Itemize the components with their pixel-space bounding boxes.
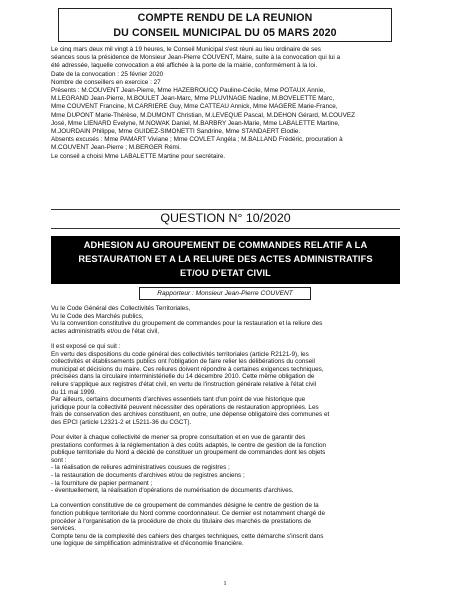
objective-line: sont : [51,456,67,464]
question-rule-top [51,209,400,210]
convention-line: La convention constitutive de ce groupement de commandes désigne le centre de gestion de la [51,502,319,510]
question-rule-bottom [51,228,400,229]
objective-list-item: - la restauration de documents d'archives et/ou de registres anciens ; [51,472,245,480]
expose-line: collectivités et établissements publics ont l'obligation de faire relier les délibérations du conseil [51,358,315,366]
attendees-line: José, Mme LIENARD Evelyne, M.NOWAK Daniel, M.BARBRY Jean-Marie, Mme LABALETTE Martine, [51,119,340,127]
councillor-count: Nombre de conseillers en exercice : 27 [51,78,161,86]
expose-line: précisées dans la circulaire interministérielle du 14 décembre 2010. Cette même obligation de [51,373,315,381]
secretary-line: Le conseil a choisi Mme LABALETTE Martine pour secrétaire. [51,152,226,160]
intro-line: séances sous la présidence de Monsieur Jean-Pierre COUVENT, Maire, suite à la convocation qui lui a [51,54,341,62]
paragraph-gap [51,495,400,503]
attendees-line: M.LEGRAND Jean-Pierre, M.BOULET Jean-Marc, Mme PLUVINAGE Nadine, M.BOVELETTE Marc, [51,95,334,103]
legal-reference: Vu le Code des Marchés publics, [51,312,144,320]
subject-line-3: ET/OU D'ETAT CIVIL [180,268,271,278]
legal-reference: actes administratifs et/ou de l'état civil, [51,327,160,335]
objective-list-item: - la fourniture de papier permanent ; [51,479,153,487]
report-title-box [58,8,392,42]
expose-line: Il est exposé ce qui suit : [51,342,121,350]
attendees-line: Mme DUPONT Marie-Thérèse, M.DUMONT Christian, M.LEVEQUE Pascal, M.DEHON Gérard, M.COUVEZ [51,111,355,119]
convention-line: fonction publique territoriale du Nord comme coordonnateur. Ce dernier est notamment chargé de [51,510,325,518]
intro-line: été adressée, laquelle convocation a été affichée à la porte de la mairie, conformément à la loi. [51,62,318,70]
legal-reference: Vu la convention constitutive du groupement de commandes pour la restauration et la reliure des [51,320,323,328]
attendees-line: M.JOURDAIN Philippe, Mme GUIDEZ-SIMONETTI Sandrine, Mme STANDAERT Elodie. [51,128,301,136]
expose-line: des EPCI (article L2321-2 et L5211-36 du CGCT). [51,418,192,426]
legal-reference: Vu le Code Général des Collectivités Territoriales, [51,305,191,312]
absentees-line: Absents excusés : Mme PAMART Viviane ; Mme COVLET Angéla ; M.BALLAND Frédéric, procuration à [51,136,343,144]
attendees-line: Mme COUVENT Francine, M.CARRIERE Guy, Mme CATTEAU Annick, Mme MAGERE Marie-France, [51,103,338,111]
expose-line: Par ailleurs, certains documents d'archives essentiels tant d'un point de vue historique que [51,396,306,404]
report-title-line-1: COMPTE RENDU DE LA REUNION [137,12,313,24]
expose-line: reliure s'applique aux registres d'état civil, en vertu de l'instruction générale relative à l'état civil [51,380,317,388]
convocation-date: Date de la convocation : 25 février 2020 [51,70,164,78]
expose-line: En vertu des dispositions du code général des collectivités territoriales (article R2121-9), les [51,350,309,358]
absentees-line: M.COUVENT Jean-Pierre ; M.BERGER Rémi. [51,144,181,152]
rapporteur-box: Rapporteur : Monsieur Jean-Pierre COUVENT [139,287,311,300]
convention-line: Compte tenu de la complexité des cahiers des charges techniques, cette démarche s'inscrit dans [51,532,324,540]
subject-line-2: RESTAURATION ET A LA RELIURE DES ACTES ADMINISTRATIFS [78,254,373,264]
expose-line: juridique pour la collectivité peuvent nécessiter des opérations de restauration appropriées. Les [51,403,319,411]
meeting-intro [51,46,399,161]
subject-banner [51,236,400,284]
objective-list-item: - la réalisation de reliures administratives cousues de registres ; [51,464,230,472]
objective-list-item: - éventuellement, la réalisation d'opérations de numérisation de documents d'archives. [51,487,294,495]
report-title-line-2: DU CONSEIL MUNICIPAL DU 05 MARS 2020 [113,27,337,39]
question-number: QUESTION N° 10/2020 [160,211,291,225]
convention-line: services. [51,525,77,533]
intro-line: Le cinq mars deux mil vingt à 19 heures, le Conseil Municipal s'est réuni au lieu ordinaire de ses [51,46,321,53]
attendees-line: Présents : M.COUVENT Jean-Pierre, Mme HAZEBROUCQ Pauline-Cécile, Mme POTAUX Annie, [51,87,326,95]
objective-line: prestations conformes à la réglementation à des coûts adaptés, le centre de gestion de la fonction [51,441,327,449]
deliberation-body [51,305,400,548]
subject-line-1: ADHESION AU GROUPEMENT DE COMMANDES RELATIF A LA [83,240,368,250]
convention-line: une logique de simplification administrative et d'économie financière. [51,540,244,548]
objective-line: Pour éviter à chaque collectivité de mener sa propre consultation et en vue de garantir des [51,434,306,442]
expose-line: frais de conservation des archives constituent, en outre, une dépense obligatoire des communes et [51,411,330,419]
page-number: 1 [223,580,227,587]
convention-line: procéder à l'organisation de la procédure de choix du titulaire des marchés de prestations de [51,517,312,525]
expose-line: du 11 mai 1999. [51,388,97,396]
paragraph-gap [51,427,400,435]
expose-line: municipal et décisions du maire. Ces reliures doivent répondre à certaines exigences techniques, [51,365,324,373]
objective-line: publique territoriale du Nord a décidé de constituer un groupement de commandes dont les objets [51,449,326,457]
paragraph-gap [51,335,400,343]
